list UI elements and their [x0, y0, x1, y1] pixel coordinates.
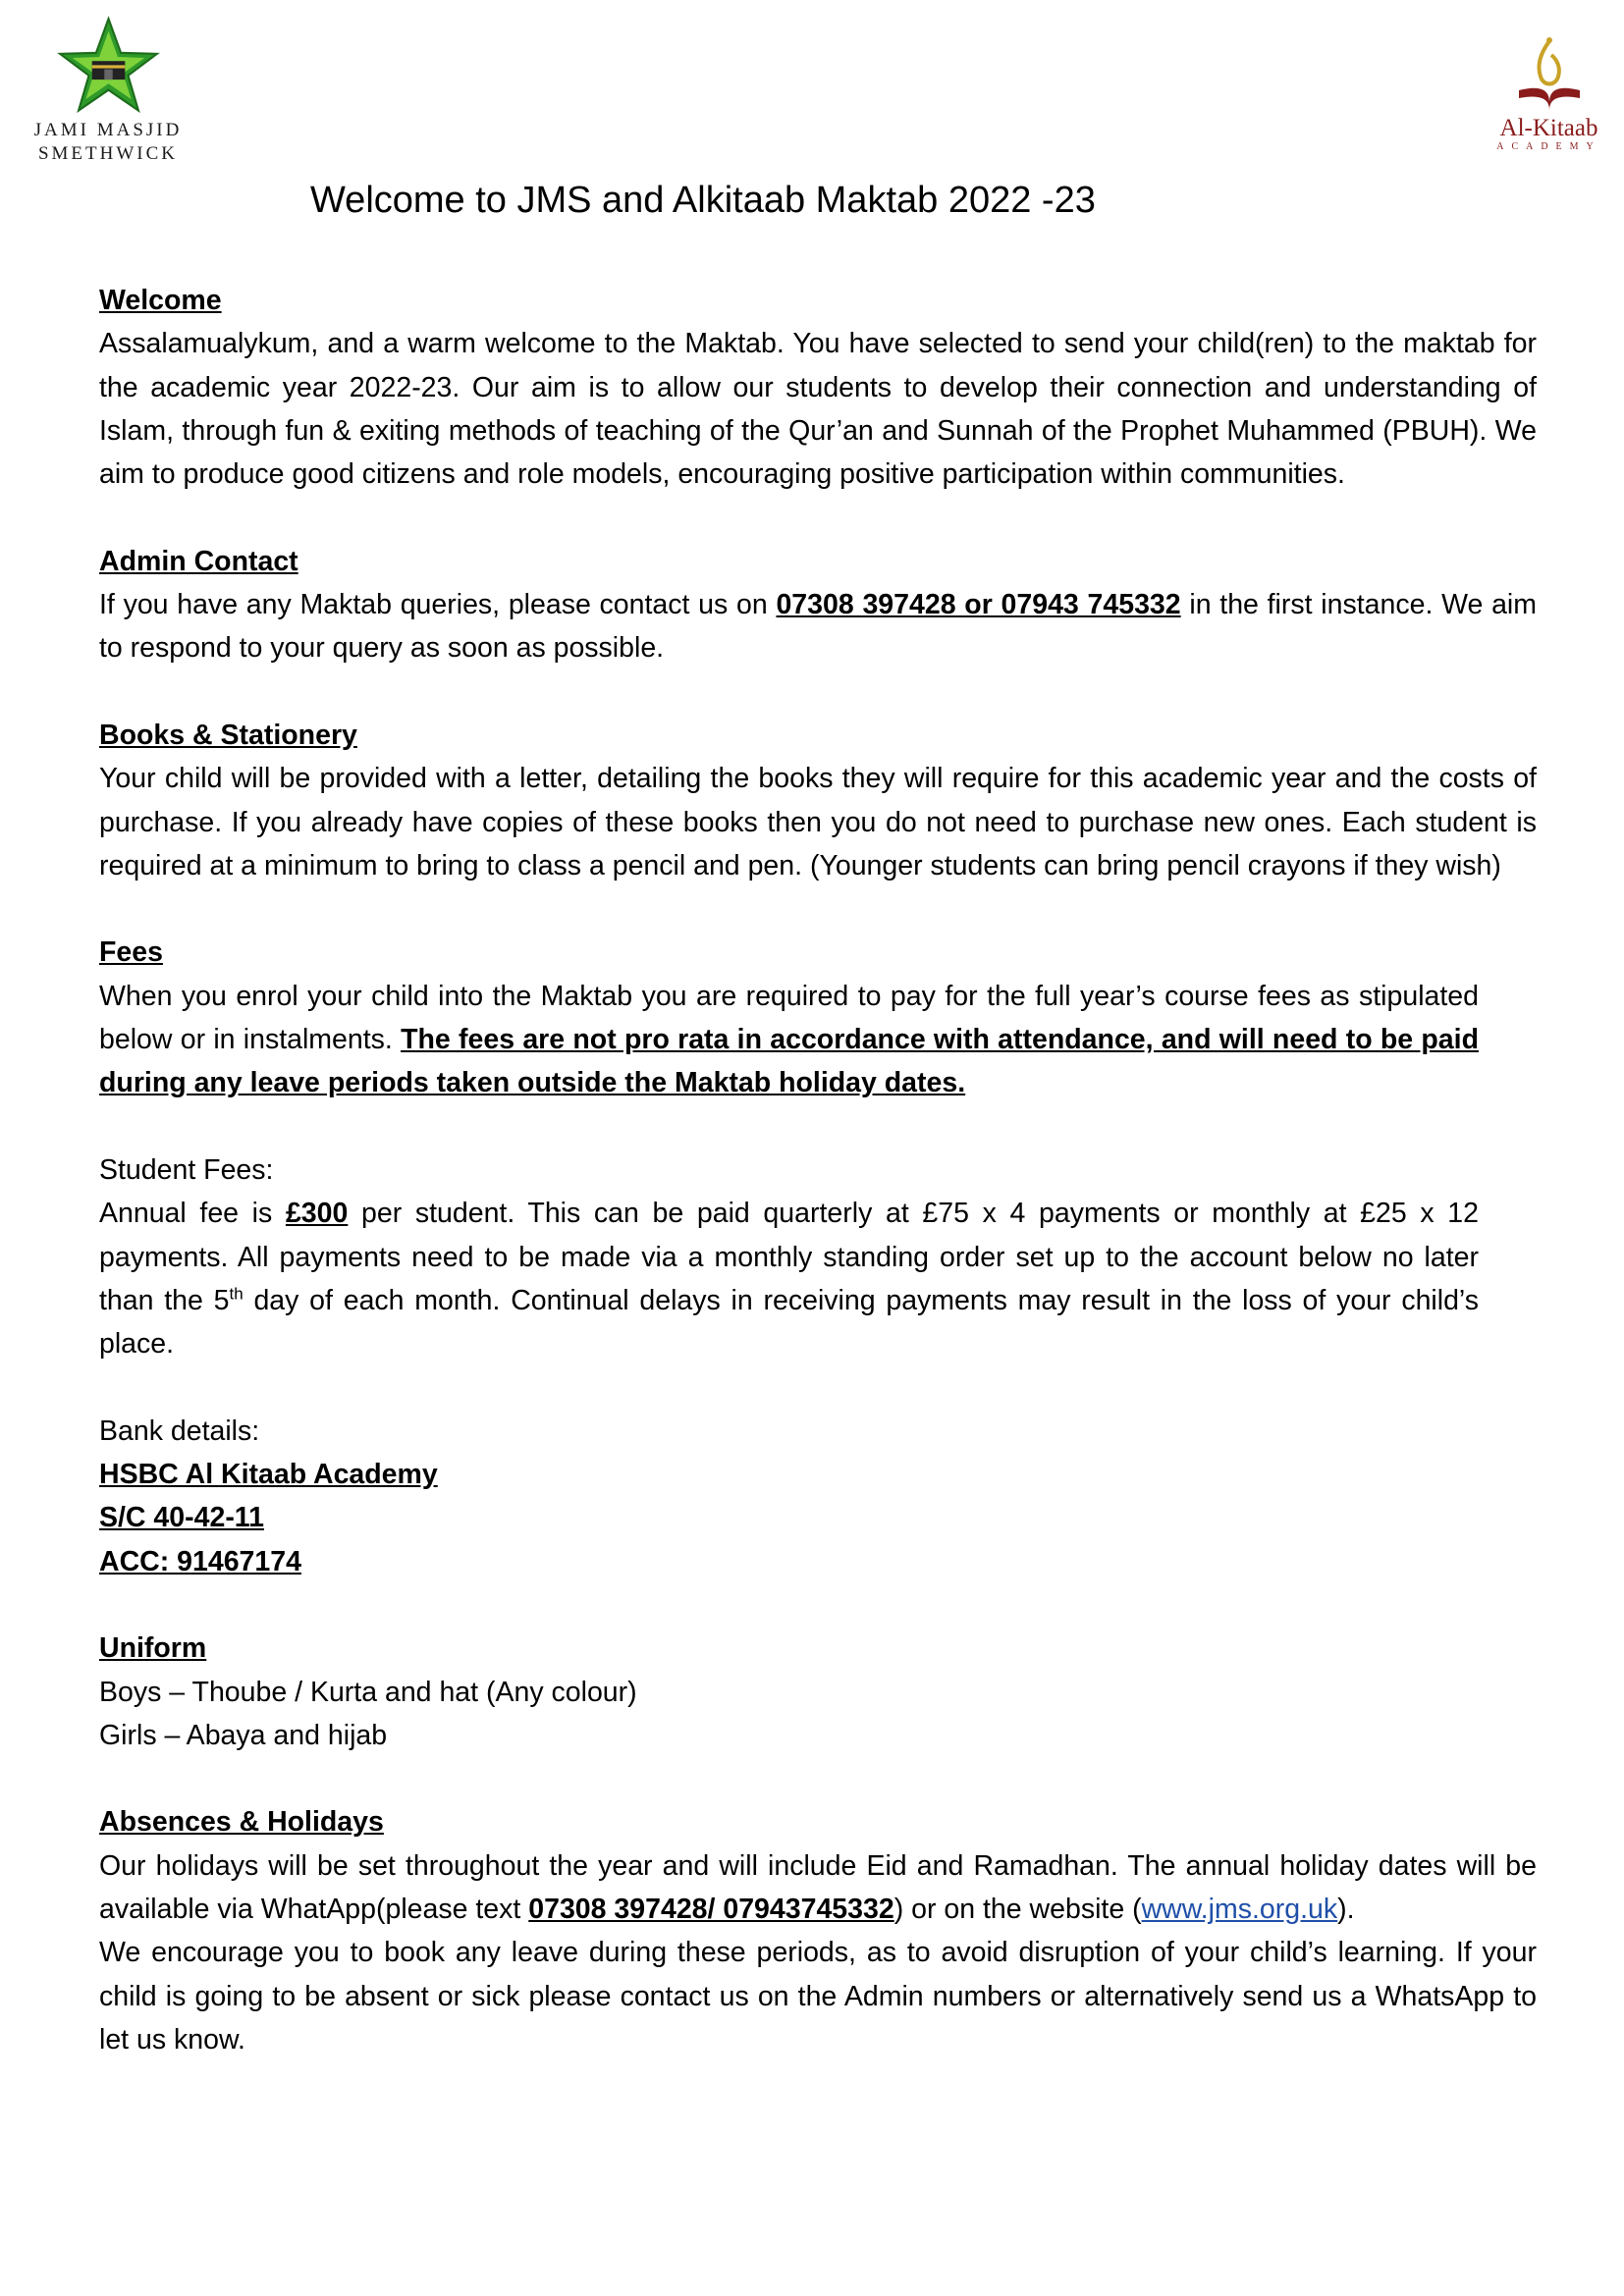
alkitaab-logo	[1488, 35, 1610, 153]
student-fees-label: Student Fees:	[99, 1153, 274, 1186]
uniform-heading: Uniform	[99, 1632, 207, 1665]
fees-heading: Fees	[99, 936, 163, 969]
annual-fee-amount: £300	[285, 1198, 349, 1230]
alkitaab-logo-name: Al-Kitaab	[1499, 115, 1598, 141]
books-body: Your child will be provided with a letter, detailing the books they will require for this academic year and the costs of purchase. If you already have copies of these books then you do not need to purchase new ones. Each student is required at a minimum to bring to class a pencil and pen. (Younger students can bring pencil crayons if they wish)	[99, 763, 1537, 881]
books-heading: Books & Stationery	[99, 719, 357, 751]
bank-account: ACC: 91467174	[99, 1545, 301, 1577]
absences-heading: Absences & Holidays	[99, 1806, 384, 1839]
alkitaab-logo-sub: ACADEMY	[1496, 141, 1601, 152]
admin-contact-body: If you have any Maktab queries, please contact us on 07308 397428 or 07943 745332 in the first instance. We aim to respond to your query as soon as possible.	[99, 589, 1537, 665]
welcome-heading: Welcome	[99, 285, 222, 316]
fees-body: When you enrol your child into the Maktab you are required to pay for the full year’s course fees as stipulated below or in instalments. The fees are not pro rata in accordance with attendance, and will need to be paid during any leave periods taken outside the Maktab holiday dates.	[99, 980, 1479, 1099]
alkitaab-emblem-icon	[1511, 35, 1588, 116]
fees-emphasis: The fees are not pro rata in accordance with attendance, and will need to be paid during any leave periods taken outside the Maktab holiday dates.	[99, 1024, 1479, 1099]
jms-logo-text-line2: SMETHWICK	[37, 143, 179, 164]
welcome-body: Assalamualykum, and a warm welcome to the Maktab. You have selected to send your child(ren) to the maktab for the academic year 2022-23. Our aim is to allow our students to develop their connection and understanding of Islam, through fun & exiting methods of teaching of the Qur’an and Sunnah of the Prophet Muhammed (PBUH). We aim to produce good citizens and role models, encouraging positive participation within communities.	[99, 328, 1537, 491]
absences-body-2: We encourage you to book any leave during these periods, as to avoid disruption of your child’s learning. If your child is going to be absent or sick please contact us on the Admin numbers or alternatively send us a WhatsApp to let us know.	[99, 1937, 1537, 2056]
page-title: Welcome to JMS and Alkitaab Maktab 2022 -23	[310, 180, 1096, 221]
annual-fee-body: Annual fee is £300 per student. This can be paid quarterly at £75 x 4 payments or monthly at £25 x 12 payments. All payments need to be made via a monthly standing order set up to the account below no later than the 5th day of each month. Continual delays in receiving payments may result in the loss of your child’s place.	[99, 1198, 1480, 1361]
absences-body: Our holidays will be set throughout the year and will include Eid and Ramadhan. The annual holiday dates will be available via WhatApp(please text 07308 397428/ 07943745332) or on the website (www.jms.org.uk).	[99, 1849, 1537, 1925]
bank-sort-code: S/C 40-42-11	[99, 1502, 264, 1534]
document-body	[99, 279, 1537, 2061]
jms-logo	[29, 16, 187, 166]
bank-name: HSBC Al Kitaab Academy	[99, 1459, 438, 1491]
uniform-girls: Girls – Abaya and hijab	[99, 1719, 388, 1751]
green-star-logo-icon	[57, 16, 160, 119]
bank-details-label: Bank details:	[99, 1415, 260, 1447]
jms-logo-text-line1: JAMI MASJID	[33, 120, 183, 140]
website-link[interactable]: www.jms.org.uk	[1141, 1893, 1338, 1925]
absences-phone-numbers: 07308 397428/ 07943745332	[528, 1893, 894, 1925]
admin-phone-numbers: 07308 397428 or 07943 745332	[776, 589, 1181, 621]
admin-contact-heading: Admin Contact	[99, 545, 298, 577]
uniform-boys: Boys – Thoube / Kurta and hat (Any colour)	[99, 1676, 637, 1708]
